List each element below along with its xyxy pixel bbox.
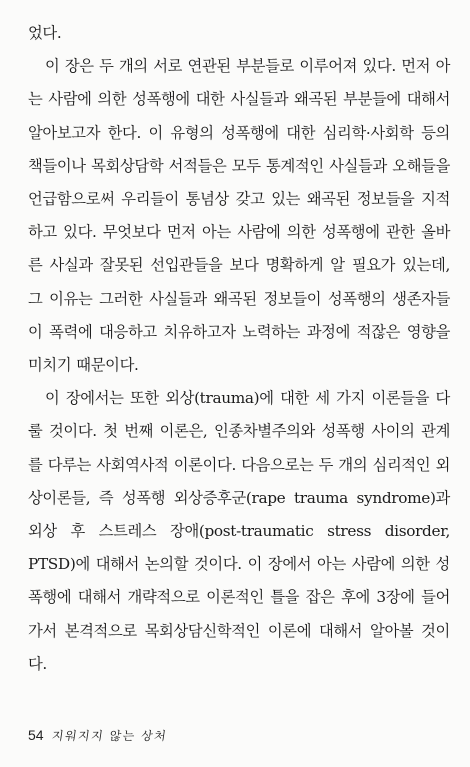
running-title: 지워지지 않는 상처 [50, 729, 168, 743]
paragraph-chapter-overview: 이 장은 두 개의 서로 연관된 부분들로 이루어져 있다. 먼저 아는 사람에 의한 성폭행에 대한 사실들과 왜곡된 부분들에 대해서 알아보고자 한다. 이 유형의 성폭행에 대한 심리학·사회학 등의 책들이나 목회상담학 서적들은 모두 통계적인 사실들과 오해들을 언급함으로써 우리들이 통념상 갖고 있는 왜곡된 정보들을 지적하고 있다. 무엇보다 먼저 아는 사람에 의한 성폭행에 관한 올바른 사실과 잘못된 선입관들을 보다 명확하게 알 필요가 있는데, 그 이유는 그러한 사실들과 왜곡된 정보들이 성폭행의 생존자들이 폭력에 대응하고 치유하고자 노력하는 과정에 적잖은 영향을 미치기 때문이다. [28, 57, 450, 375]
page-number: 54 [28, 727, 44, 743]
page-footer [28, 727, 167, 747]
paragraph-trauma-theories: 이 장에서는 또한 외상(trauma)에 대한 세 가지 이론들을 다룰 것이다. 첫 번째 이론은, 인종차별주의와 성폭행 사이의 관계를 다루는 사회역사적 이론이다. 다음으로는 두 개의 심리적인 외상이론들, 즉 성폭행 외상증후군(rape trauma syndrome)과 외상 후 스트레스 장애(post-traumatic stress disorder, PTSD)에 대해서 논의할 것이다. 이 장에서 아는 사람에 의한 성폭행에 대해서 개략적으로 이론적인 틀을 잡은 후에 3장에 들어가서 본격적으로 목회상담신학적인 이론에 대해서 알아볼 것이다. [28, 389, 450, 673]
body-text [28, 17, 450, 681]
paragraph-continuation: 었다. [28, 24, 62, 42]
